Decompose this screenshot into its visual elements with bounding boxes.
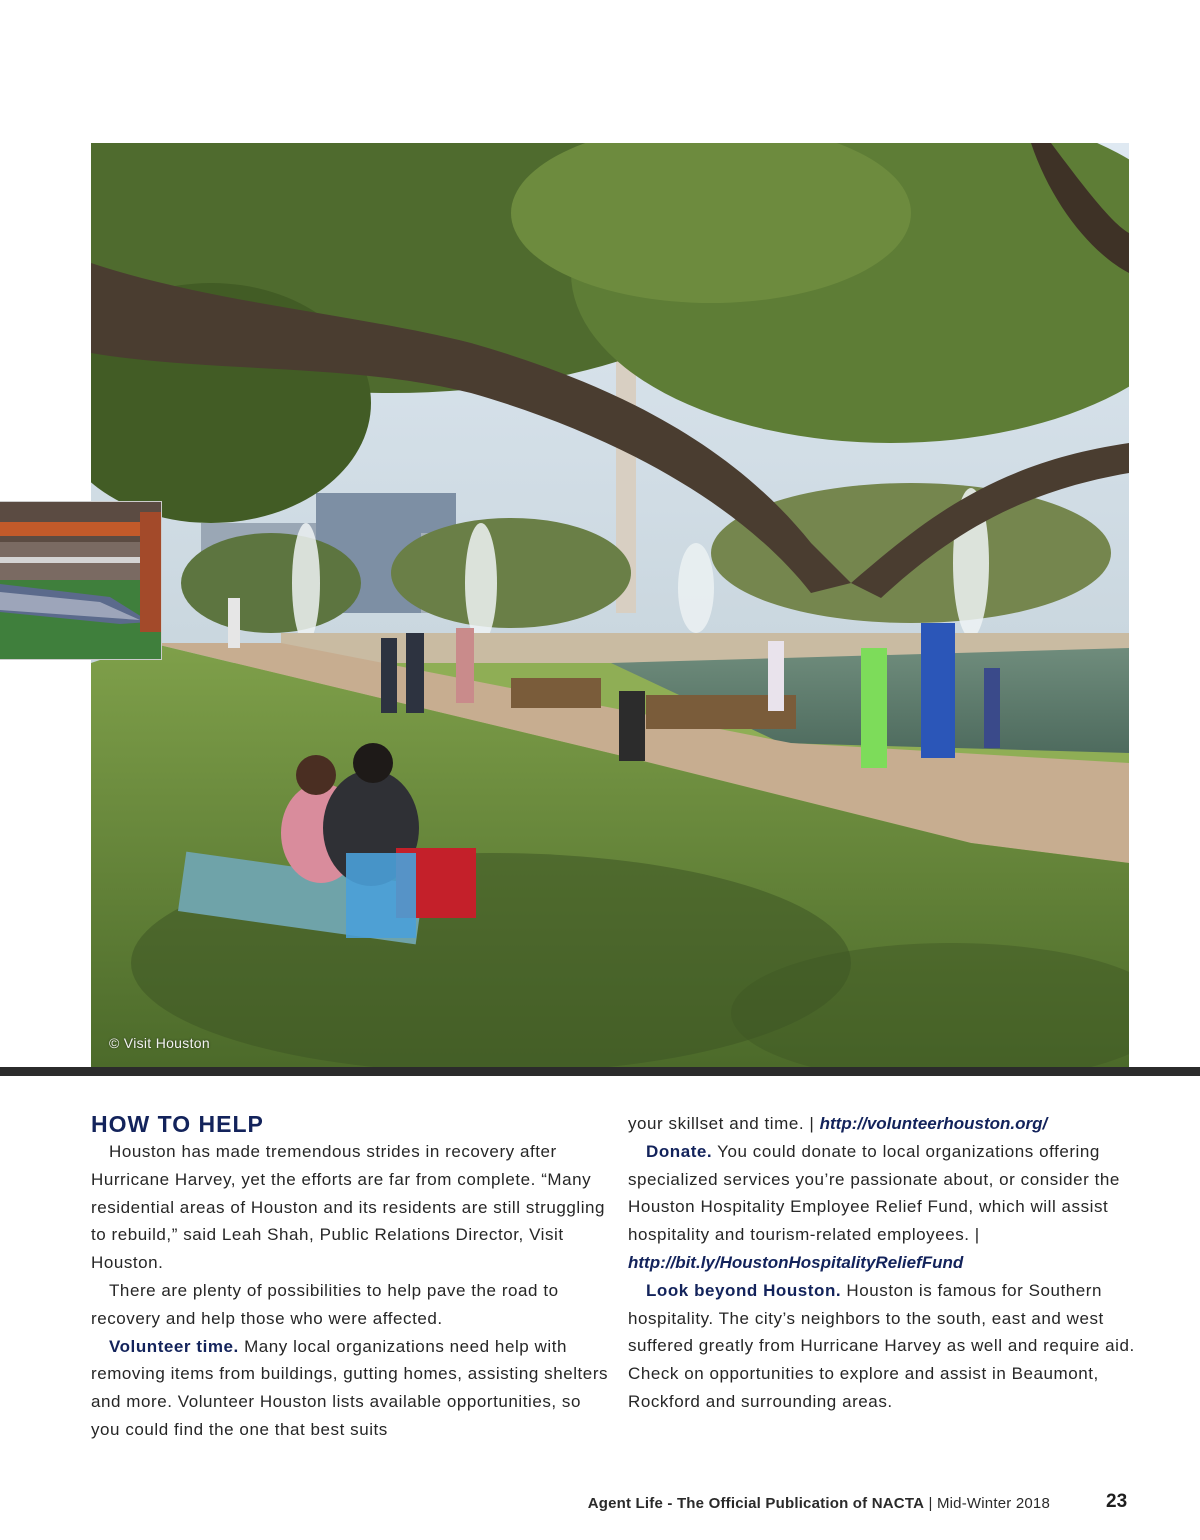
section-divider [0,1067,1200,1076]
article-left-column [91,1110,611,1444]
donate-body: You could donate to local organizations offering specialized services you’re passionate about, or consider the Houston Hospitality Employee Relief Fund, which will assist hospitality and tourism-related employees. | [628,1141,1120,1245]
park-photo [91,143,1129,1067]
stadium-illustration [0,502,161,659]
article-right-column [628,1110,1138,1416]
volunteer-houston-link[interactable]: http://volunteerhouston.org/ [819,1114,1048,1133]
paragraph-donate [628,1138,1138,1277]
paragraph-look-beyond [628,1277,1138,1416]
stadium-inset-photo [0,502,161,659]
article-heading: HOW TO HELP [91,1111,264,1137]
page-number: 23 [1106,1491,1128,1512]
park-illustration [91,143,1129,1067]
paragraph-intro: Houston has made tremendous strides in recovery after Hurricane Harvey, yet the efforts are far from complete. “Many residential areas of Houston and its residents are still struggling to rebuild,” said Leah Shah, Public Relations Director, Visit Houston. [91,1142,606,1273]
look-beyond-body: Houston is famous for Southern hospitality. The city’s neighbors to the south, east and west suffered greatly from Hurricane Harvey as well and require aid. Check on opportunities to explore and assist in Beaumont, Rockford and surrounding areas. [628,1280,1135,1411]
issue-name: Mid-Winter 2018 [936,1495,1050,1512]
volunteer-lead: Volunteer time. [109,1336,239,1356]
relief-fund-link[interactable]: http://bit.ly/HoustonHospitalityReliefFund [628,1252,964,1272]
publication-name: Agent Life - The Official Publication of NACTA [587,1495,925,1512]
paragraph-volunteer [91,1333,611,1444]
volunteer-body: Many local organizations need help with removing items from buildings, gutting homes, assisting shelters and more. Volunteer Houston lists available opportunities, so you could find the one that best suits [91,1336,609,1439]
footer-separator: | [924,1495,937,1512]
paragraph-possibilities: There are plenty of possibilities to help pave the road to recovery and help those who were affected. [91,1280,559,1328]
paragraph-volunteer-cont [628,1110,1138,1138]
page-footer [588,1495,1050,1512]
look-beyond-lead: Look beyond Houston. [646,1280,842,1300]
donate-lead: Donate. [646,1141,713,1161]
photo-credit: © Visit Houston [109,1035,210,1051]
volunteer-cont-text: your skillset and time. | [628,1114,820,1133]
